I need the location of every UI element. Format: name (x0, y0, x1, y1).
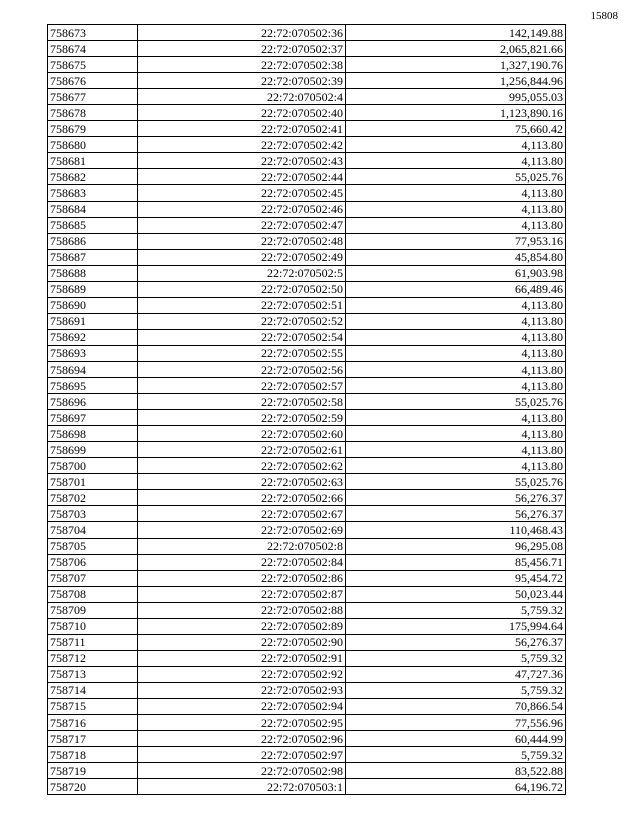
amount-cell: 4,113.80 (346, 329, 566, 345)
table-row (48, 297, 566, 313)
amount-cell: 4,113.80 (346, 137, 566, 153)
amount-cell: 4,113.80 (346, 458, 566, 474)
table-row (48, 57, 566, 73)
amount-cell: 55,025.76 (346, 394, 566, 410)
row-number-cell: 758682 (48, 169, 138, 185)
row-number-cell: 758702 (48, 490, 138, 506)
table-row (48, 249, 566, 265)
page-number: 15808 (590, 10, 618, 22)
table-row (48, 602, 566, 618)
amount-cell: 77,556.96 (346, 715, 566, 731)
amount-cell: 1,327,190.76 (346, 57, 566, 73)
cadastral-number-cell: 22:72:070502:98 (138, 763, 346, 779)
row-number-cell: 758711 (48, 634, 138, 650)
amount-cell: 142,149.88 (346, 25, 566, 41)
cadastral-number-cell: 22:72:070502:95 (138, 715, 346, 731)
table-row (48, 394, 566, 410)
cadastral-number-cell: 22:72:070502:5 (138, 265, 346, 281)
amount-cell: 4,113.80 (346, 153, 566, 169)
cadastral-number-cell: 22:72:070502:42 (138, 137, 346, 153)
cadastral-number-cell: 22:72:070502:69 (138, 522, 346, 538)
table-row (48, 25, 566, 41)
table-row (48, 458, 566, 474)
row-number-cell: 758693 (48, 345, 138, 361)
row-number-cell: 758705 (48, 538, 138, 554)
amount-cell: 175,994.64 (346, 618, 566, 634)
table-row (48, 281, 566, 297)
cadastral-number-cell: 22:72:070502:44 (138, 169, 346, 185)
table-row (48, 506, 566, 522)
cadastral-number-cell: 22:72:070502:38 (138, 57, 346, 73)
amount-cell: 64,196.72 (346, 779, 566, 795)
row-number-cell: 758683 (48, 185, 138, 201)
cadastral-number-cell: 22:72:070502:57 (138, 378, 346, 394)
amount-cell: 5,759.32 (346, 747, 566, 763)
table-row (48, 779, 566, 795)
table-row (48, 650, 566, 666)
amount-cell: 56,276.37 (346, 634, 566, 650)
amount-cell: 4,113.80 (346, 442, 566, 458)
row-number-cell: 758681 (48, 153, 138, 169)
table-row (48, 201, 566, 217)
registry-table-body (48, 25, 566, 795)
cadastral-number-cell: 22:72:070502:52 (138, 313, 346, 329)
row-number-cell: 758692 (48, 329, 138, 345)
row-number-cell: 758717 (48, 731, 138, 747)
table-row (48, 361, 566, 377)
table-row (48, 538, 566, 554)
row-number-cell: 758689 (48, 281, 138, 297)
row-number-cell: 758674 (48, 41, 138, 57)
cadastral-number-cell: 22:72:070502:51 (138, 297, 346, 313)
row-number-cell: 758680 (48, 137, 138, 153)
table-row (48, 570, 566, 586)
table-row (48, 217, 566, 233)
cadastral-number-cell: 22:72:070502:40 (138, 105, 346, 121)
table-row (48, 153, 566, 169)
row-number-cell: 758677 (48, 89, 138, 105)
row-number-cell: 758710 (48, 618, 138, 634)
row-number-cell: 758701 (48, 474, 138, 490)
row-number-cell: 758675 (48, 57, 138, 73)
cadastral-number-cell: 22:72:070502:55 (138, 345, 346, 361)
row-number-cell: 758712 (48, 650, 138, 666)
table-row (48, 233, 566, 249)
amount-cell: 66,489.46 (346, 281, 566, 297)
amount-cell: 75,660.42 (346, 121, 566, 137)
row-number-cell: 758673 (48, 25, 138, 41)
table-row (48, 618, 566, 634)
amount-cell: 56,276.37 (346, 490, 566, 506)
table-row (48, 666, 566, 682)
cadastral-number-cell: 22:72:070502:84 (138, 554, 346, 570)
amount-cell: 5,759.32 (346, 682, 566, 698)
amount-cell: 95,454.72 (346, 570, 566, 586)
table-row (48, 522, 566, 538)
amount-cell: 995,055.03 (346, 89, 566, 105)
amount-cell: 55,025.76 (346, 474, 566, 490)
row-number-cell: 758696 (48, 394, 138, 410)
table-row (48, 378, 566, 394)
row-number-cell: 758679 (48, 121, 138, 137)
cadastral-number-cell: 22:72:070502:43 (138, 153, 346, 169)
row-number-cell: 758686 (48, 233, 138, 249)
row-number-cell: 758707 (48, 570, 138, 586)
cadastral-number-cell: 22:72:070502:8 (138, 538, 346, 554)
cadastral-number-cell: 22:72:070502:97 (138, 747, 346, 763)
row-number-cell: 758699 (48, 442, 138, 458)
cadastral-number-cell: 22:72:070502:59 (138, 410, 346, 426)
table-row (48, 329, 566, 345)
amount-cell: 5,759.32 (346, 602, 566, 618)
cadastral-number-cell: 22:72:070502:91 (138, 650, 346, 666)
table-row (48, 731, 566, 747)
cadastral-number-cell: 22:72:070502:4 (138, 89, 346, 105)
table-row (48, 185, 566, 201)
row-number-cell: 758694 (48, 361, 138, 377)
table-row (48, 634, 566, 650)
amount-cell: 4,113.80 (346, 345, 566, 361)
amount-cell: 60,444.99 (346, 731, 566, 747)
row-number-cell: 758708 (48, 586, 138, 602)
cadastral-number-cell: 22:72:070502:61 (138, 442, 346, 458)
table-row (48, 410, 566, 426)
row-number-cell: 758691 (48, 313, 138, 329)
table-row (48, 265, 566, 281)
cadastral-number-cell: 22:72:070502:39 (138, 73, 346, 89)
cadastral-number-cell: 22:72:070502:60 (138, 426, 346, 442)
table-row (48, 490, 566, 506)
row-number-cell: 758704 (48, 522, 138, 538)
amount-cell: 85,456.71 (346, 554, 566, 570)
row-number-cell: 758713 (48, 666, 138, 682)
amount-cell: 4,113.80 (346, 410, 566, 426)
amount-cell: 110,468.43 (346, 522, 566, 538)
cadastral-number-cell: 22:72:070502:89 (138, 618, 346, 634)
amount-cell: 4,113.80 (346, 201, 566, 217)
table-row (48, 105, 566, 121)
amount-cell: 61,903.98 (346, 265, 566, 281)
cadastral-number-cell: 22:72:070502:49 (138, 249, 346, 265)
row-number-cell: 758676 (48, 73, 138, 89)
cadastral-number-cell: 22:72:070502:94 (138, 698, 346, 714)
table-row (48, 698, 566, 714)
row-number-cell: 758687 (48, 249, 138, 265)
amount-cell: 4,113.80 (346, 426, 566, 442)
cadastral-number-cell: 22:72:070502:50 (138, 281, 346, 297)
row-number-cell: 758709 (48, 602, 138, 618)
row-number-cell: 758697 (48, 410, 138, 426)
row-number-cell: 758703 (48, 506, 138, 522)
amount-cell: 47,727.36 (346, 666, 566, 682)
amount-cell: 55,025.76 (346, 169, 566, 185)
amount-cell: 5,759.32 (346, 650, 566, 666)
amount-cell: 77,953.16 (346, 233, 566, 249)
cadastral-number-cell: 22:72:070502:54 (138, 329, 346, 345)
cadastral-number-cell: 22:72:070502:63 (138, 474, 346, 490)
cadastral-number-cell: 22:72:070502:93 (138, 682, 346, 698)
table-row (48, 345, 566, 361)
row-number-cell: 758715 (48, 698, 138, 714)
row-number-cell: 758695 (48, 378, 138, 394)
amount-cell: 1,256,844.96 (346, 73, 566, 89)
table-row (48, 73, 566, 89)
row-number-cell: 758690 (48, 297, 138, 313)
table-row (48, 747, 566, 763)
table-row (48, 763, 566, 779)
cadastral-number-cell: 22:72:070502:66 (138, 490, 346, 506)
amount-cell: 96,295.08 (346, 538, 566, 554)
row-number-cell: 758684 (48, 201, 138, 217)
cadastral-number-cell: 22:72:070502:62 (138, 458, 346, 474)
row-number-cell: 758685 (48, 217, 138, 233)
cadastral-number-cell: 22:72:070502:46 (138, 201, 346, 217)
amount-cell: 50,023.44 (346, 586, 566, 602)
table-row (48, 442, 566, 458)
row-number-cell: 758678 (48, 105, 138, 121)
row-number-cell: 758720 (48, 779, 138, 795)
table-row (48, 41, 566, 57)
amount-cell: 4,113.80 (346, 185, 566, 201)
cadastral-number-cell: 22:72:070502:90 (138, 634, 346, 650)
row-number-cell: 758688 (48, 265, 138, 281)
cadastral-number-cell: 22:72:070502:86 (138, 570, 346, 586)
table-row (48, 554, 566, 570)
table-row (48, 474, 566, 490)
cadastral-number-cell: 22:72:070502:88 (138, 602, 346, 618)
amount-cell: 4,113.80 (346, 313, 566, 329)
table-row (48, 313, 566, 329)
row-number-cell: 758718 (48, 747, 138, 763)
table-row (48, 586, 566, 602)
amount-cell: 4,113.80 (346, 361, 566, 377)
cadastral-number-cell: 22:72:070502:56 (138, 361, 346, 377)
table-row (48, 715, 566, 731)
table-row (48, 169, 566, 185)
amount-cell: 56,276.37 (346, 506, 566, 522)
row-number-cell: 758700 (48, 458, 138, 474)
cadastral-number-cell: 22:72:070503:1 (138, 779, 346, 795)
amount-cell: 4,113.80 (346, 217, 566, 233)
cadastral-number-cell: 22:72:070502:47 (138, 217, 346, 233)
row-number-cell: 758698 (48, 426, 138, 442)
amount-cell: 1,123,890.16 (346, 105, 566, 121)
cadastral-number-cell: 22:72:070502:92 (138, 666, 346, 682)
amount-cell: 70,866.54 (346, 698, 566, 714)
table-row (48, 121, 566, 137)
table-row (48, 682, 566, 698)
cadastral-number-cell: 22:72:070502:96 (138, 731, 346, 747)
cadastral-number-cell: 22:72:070502:67 (138, 506, 346, 522)
table-row (48, 89, 566, 105)
cadastral-number-cell: 22:72:070502:37 (138, 41, 346, 57)
row-number-cell: 758714 (48, 682, 138, 698)
amount-cell: 83,522.88 (346, 763, 566, 779)
cadastral-number-cell: 22:72:070502:58 (138, 394, 346, 410)
cadastral-number-cell: 22:72:070502:36 (138, 25, 346, 41)
amount-cell: 2,065,821.66 (346, 41, 566, 57)
row-number-cell: 758706 (48, 554, 138, 570)
row-number-cell: 758716 (48, 715, 138, 731)
row-number-cell: 758719 (48, 763, 138, 779)
cadastral-number-cell: 22:72:070502:48 (138, 233, 346, 249)
cadastral-number-cell: 22:72:070502:45 (138, 185, 346, 201)
cadastral-number-cell: 22:72:070502:87 (138, 586, 346, 602)
amount-cell: 45,854.80 (346, 249, 566, 265)
table-row (48, 137, 566, 153)
registry-table (47, 24, 566, 795)
amount-cell: 4,113.80 (346, 297, 566, 313)
cadastral-number-cell: 22:72:070502:41 (138, 121, 346, 137)
table-row (48, 426, 566, 442)
amount-cell: 4,113.80 (346, 378, 566, 394)
